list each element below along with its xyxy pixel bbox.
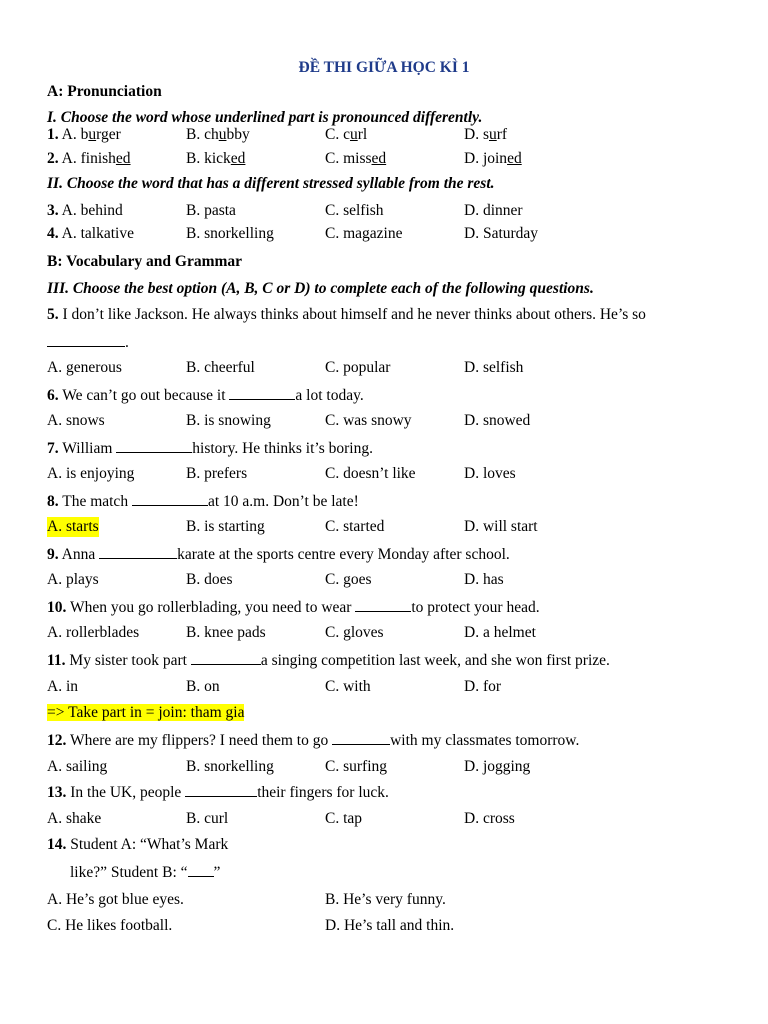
option-a: A. shake bbox=[47, 810, 102, 827]
option-c: C. gloves bbox=[325, 624, 384, 641]
option-b: B. cheerful bbox=[186, 359, 255, 376]
option-d: D. cross bbox=[464, 810, 515, 827]
option-d: D. will start bbox=[464, 518, 538, 535]
question-14-stem: 14. Student A: “What’s Mark bbox=[47, 836, 229, 853]
option-d: D. loves bbox=[464, 465, 516, 482]
option-d: D. snowed bbox=[464, 412, 531, 429]
option-a: A. behind bbox=[61, 202, 123, 219]
question-12-stem: 12. Where are my flippers? I need them to go with my classmates tomorrow. bbox=[47, 732, 580, 749]
option-a: A. is enjoying bbox=[47, 465, 135, 482]
option-d: D. a helmet bbox=[464, 624, 536, 641]
option-c: C. missed bbox=[325, 150, 387, 167]
question-13-stem: 13. In the UK, people their fingers for luck. bbox=[47, 784, 389, 801]
option-c: C. He likes football. bbox=[47, 917, 173, 934]
page-title: ĐỀ THI GIỮA HỌC KÌ 1 bbox=[298, 59, 470, 76]
option-a: A. He’s got blue eyes. bbox=[47, 891, 184, 908]
option-d: D. Saturday bbox=[464, 225, 539, 242]
option-c: C. selfish bbox=[325, 202, 384, 219]
option-a: A. plays bbox=[47, 571, 99, 588]
option-c: C. tap bbox=[325, 810, 363, 827]
option-c: C. goes bbox=[325, 571, 372, 588]
question-number: 1. bbox=[47, 126, 59, 143]
question-10-stem: 10. When you go rollerblading, you need to wear to protect your head. bbox=[47, 599, 540, 616]
option-b: B. is snowing bbox=[186, 412, 271, 429]
option-c: C. was snowy bbox=[325, 412, 412, 429]
instruction-3: III. Choose the best option (A, B, C or D) to complete each of the following questions. bbox=[47, 280, 594, 297]
option-b: B. snorkelling bbox=[186, 758, 274, 775]
question-8-stem: 8. The match at 10 a.m. Don’t be late! bbox=[47, 493, 359, 510]
option-d: D. dinner bbox=[464, 202, 523, 219]
option-c: C. curl bbox=[325, 126, 368, 143]
option-d: D. jogging bbox=[464, 758, 531, 775]
question-5-blank: . bbox=[47, 332, 129, 353]
option-b: B. does bbox=[186, 571, 233, 588]
option-a: A. snows bbox=[47, 412, 105, 429]
question-14-stem-cont: like?” Student B: “ ” bbox=[70, 864, 221, 881]
option-c: C. popular bbox=[325, 359, 391, 376]
question-number: 3. bbox=[47, 202, 59, 219]
option-c: C. surfing bbox=[325, 758, 387, 775]
question-number: 2. bbox=[47, 150, 59, 167]
answer-note: => Take part in = join: tham gia bbox=[47, 704, 245, 721]
option-b: B. snorkelling bbox=[186, 225, 274, 242]
section-a-heading: A: Pronunciation bbox=[47, 83, 162, 100]
question-number: 4. bbox=[47, 225, 59, 242]
option-a: A. sailing bbox=[47, 758, 108, 775]
option-b: B. curl bbox=[186, 810, 229, 827]
section-b-heading: B: Vocabulary and Grammar bbox=[47, 253, 243, 270]
option-b: B. on bbox=[186, 678, 220, 695]
question-11-stem: 11. My sister took part a singing competition last week, and she won first prize. bbox=[47, 652, 610, 669]
option-a: A. talkative bbox=[61, 225, 134, 242]
question-9-stem: 9. Anna karate at the sports centre every Monday after school. bbox=[47, 546, 510, 563]
option-a: A. finished bbox=[61, 150, 131, 167]
option-a-highlighted: A. starts bbox=[47, 518, 99, 535]
option-c: C. started bbox=[325, 518, 385, 535]
question-5-stem: 5. I don’t like Jackson. He always thinks about himself and he never thinks about others. He’s so bbox=[47, 306, 646, 323]
option-d: D. for bbox=[464, 678, 502, 695]
instruction-1: I. Choose the word whose underlined part is pronounced differently. bbox=[47, 109, 483, 126]
option-b: B. is starting bbox=[186, 518, 265, 535]
option-d: D. selfish bbox=[464, 359, 524, 376]
option-b: B. kicked bbox=[186, 150, 246, 167]
option-d: D. surf bbox=[464, 126, 508, 143]
option-a: A. burger bbox=[61, 126, 121, 143]
option-b: B. knee pads bbox=[186, 624, 266, 641]
option-c: C. magazine bbox=[325, 225, 403, 242]
option-d: D. joined bbox=[464, 150, 522, 167]
option-b: B. pasta bbox=[186, 202, 236, 219]
option-a: A. generous bbox=[47, 359, 122, 376]
instruction-2: II. Choose the word that has a different stressed syllable from the rest. bbox=[47, 175, 495, 192]
option-a: A. rollerblades bbox=[47, 624, 140, 641]
option-c: C. doesn’t like bbox=[325, 465, 416, 482]
option-b: B. chubby bbox=[186, 126, 250, 143]
option-a: A. in bbox=[47, 678, 78, 695]
question-6-stem: 6. We can’t go out because it a lot today. bbox=[47, 387, 364, 404]
option-d: D. He’s tall and thin. bbox=[325, 917, 455, 934]
question-7-stem: 7. William history. He thinks it’s boring. bbox=[47, 440, 373, 457]
option-b: B. prefers bbox=[186, 465, 248, 482]
option-c: C. with bbox=[325, 678, 371, 695]
option-b: B. He’s very funny. bbox=[325, 891, 446, 908]
option-d: D. has bbox=[464, 571, 504, 588]
